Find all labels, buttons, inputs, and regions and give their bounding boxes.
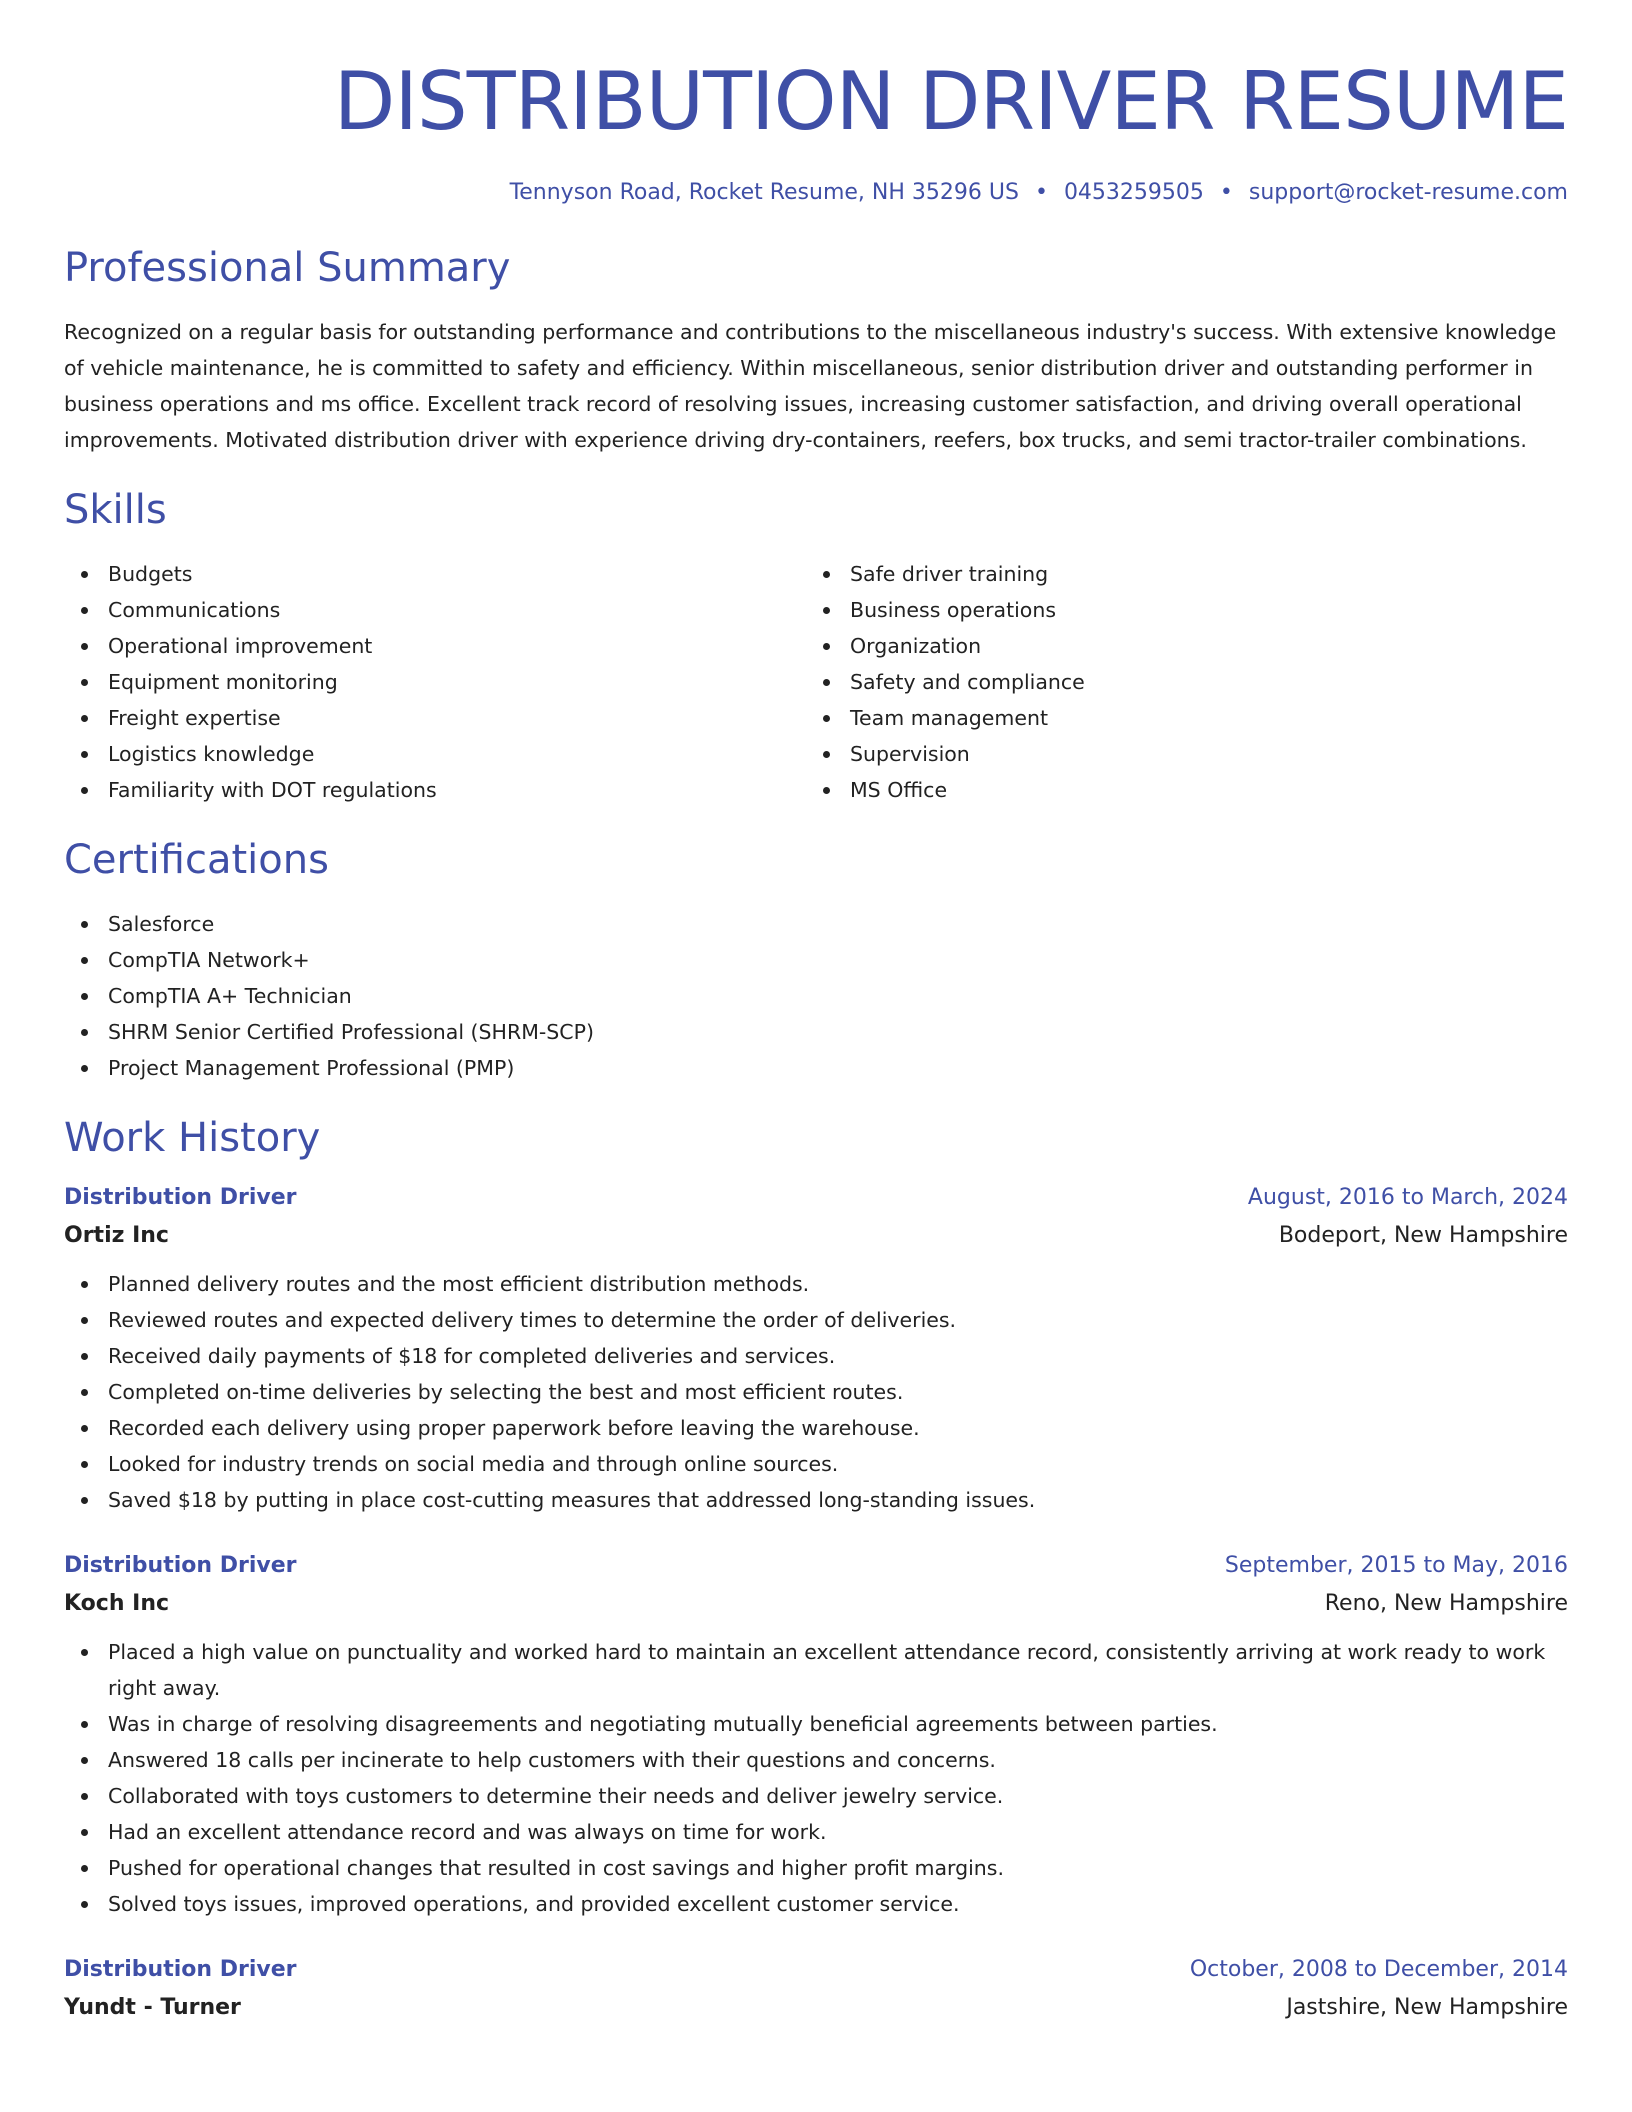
job-duty: Looked for industry trends on social media and through online sources. xyxy=(108,1446,1568,1482)
job-location: Jastshire, New Hampshire xyxy=(1286,1995,1568,2020)
skill-item: Safe driver training xyxy=(850,556,1548,592)
job-location: Reno, New Hampshire xyxy=(1324,1591,1568,1616)
job-header-row xyxy=(64,1952,1568,1988)
skill-item: MS Office xyxy=(850,772,1548,808)
contact-separator: • xyxy=(1219,180,1233,205)
skills-section xyxy=(64,486,1568,808)
certification-item: CompTIA Network+ xyxy=(108,942,1568,978)
skills-list-right xyxy=(806,556,1548,808)
skill-item: Familiarity with DOT regulations xyxy=(108,772,806,808)
work-history-heading: Work History xyxy=(64,1115,321,1161)
contact-phone: 0453259505 xyxy=(1063,180,1204,205)
skill-item: Safety and compliance xyxy=(850,664,1548,700)
skill-item: Supervision xyxy=(850,736,1548,772)
summary-text: Recognized on a regular basis for outstanding performance and contributions to the miscellaneous industry's success. With extensive knowledge of vehicle maintenance, he is committed to safety and efficiency. Within miscellaneous, senior distribution driver and outstanding performer in business operations and ms office. Excellent track record of resolving issues, increasing customer satisfaction, and driving overall operational improvements. Motivated distribution driver with experience driving dry-containers, reefers, box trucks, and semi tractor-trailer combinations. xyxy=(64,320,1557,452)
resume-title: DISTRIBUTION DRIVER RESUME xyxy=(333,55,1568,148)
job-duty: Recorded each delivery using proper paperwork before leaving the warehouse. xyxy=(108,1410,1568,1446)
job-duty: Had an excellent attendance record and was always on time for work. xyxy=(108,1814,1568,1850)
skill-item: Equipment monitoring xyxy=(108,664,806,700)
certifications-heading: Certifications xyxy=(64,837,329,883)
job-entry xyxy=(64,1952,1568,2028)
job-entry xyxy=(64,1548,1568,1922)
job-duties-list xyxy=(64,1266,1568,1518)
contact-address: Tennyson Road, Rocket Resume, NH 35296 US xyxy=(509,180,1019,205)
job-duties-list xyxy=(64,1634,1568,1922)
job-duty: Placed a high value on punctuality and worked hard to maintain an excellent attendance record, consistently arriving at work ready to work right away. xyxy=(108,1634,1568,1706)
skills-heading: Skills xyxy=(64,487,167,533)
job-duty: Received daily payments of $18 for completed deliveries and services. xyxy=(108,1338,1568,1374)
job-duty: Collaborated with toys customers to determine their needs and deliver jewelry service. xyxy=(108,1778,1568,1814)
certification-item: SHRM Senior Certified Professional (SHRM-SCP) xyxy=(108,1014,1568,1050)
job-duty: Was in charge of resolving disagreements and negotiating mutually beneficial agreements between parties. xyxy=(108,1706,1568,1742)
contact-line xyxy=(64,178,1568,208)
skills-list-left xyxy=(64,556,806,808)
skill-item: Communications xyxy=(108,592,806,628)
job-title: Distribution Driver xyxy=(64,1553,297,1578)
job-header-row xyxy=(64,1180,1568,1216)
job-dates: September, 2015 to May, 2016 xyxy=(1224,1553,1568,1578)
skill-item: Operational improvement xyxy=(108,628,806,664)
work-history-section xyxy=(64,1114,1568,2028)
job-company-row xyxy=(64,1988,1568,2028)
job-entry xyxy=(64,1180,1568,1518)
certification-item: Project Management Professional (PMP) xyxy=(108,1050,1568,1086)
skills-grid xyxy=(64,556,1568,808)
skill-item: Business operations xyxy=(850,592,1548,628)
job-company: Yundt - Turner xyxy=(64,1995,241,2020)
job-company: Ortiz Inc xyxy=(64,1223,169,1248)
skill-item: Logistics knowledge xyxy=(108,736,806,772)
skill-item: Team management xyxy=(850,700,1548,736)
skill-item: Freight expertise xyxy=(108,700,806,736)
certification-item: Salesforce xyxy=(108,906,1568,942)
contact-separator: • xyxy=(1034,180,1048,205)
job-duty: Answered 18 calls per incinerate to help customers with their questions and concerns. xyxy=(108,1742,1568,1778)
job-duty: Completed on-time deliveries by selecting the best and most efficient routes. xyxy=(108,1374,1568,1410)
job-title: Distribution Driver xyxy=(64,1185,297,1210)
certifications-section xyxy=(64,836,1568,1086)
resume-page xyxy=(64,0,1568,2058)
job-duty: Solved toys issues, improved operations, and provided excellent customer service. xyxy=(108,1886,1568,1922)
job-dates: October, 2008 to December, 2014 xyxy=(1189,1957,1568,1982)
job-dates: August, 2016 to March, 2024 xyxy=(1247,1185,1568,1210)
skills-column-right xyxy=(806,556,1548,808)
job-title: Distribution Driver xyxy=(64,1957,297,1982)
job-location: Bodeport, New Hampshire xyxy=(1278,1223,1568,1248)
job-company: Koch Inc xyxy=(64,1591,170,1616)
skill-item: Organization xyxy=(850,628,1548,664)
contact-email: support@rocket-resume.com xyxy=(1248,180,1568,205)
summary-heading: Professional Summary xyxy=(64,245,511,291)
job-company-row xyxy=(64,1584,1568,1624)
job-duty: Reviewed routes and expected delivery times to determine the order of deliveries. xyxy=(108,1302,1568,1338)
job-duty: Pushed for operational changes that resulted in cost savings and higher profit margins. xyxy=(108,1850,1568,1886)
summary-section xyxy=(64,244,1568,458)
certification-item: CompTIA A+ Technician xyxy=(108,978,1568,1014)
certifications-list xyxy=(64,906,1568,1086)
job-duty: Planned delivery routes and the most efficient distribution methods. xyxy=(108,1266,1568,1302)
job-duty: Saved $18 by putting in place cost-cutting measures that addressed long-standing issues. xyxy=(108,1482,1568,1518)
skills-column-left xyxy=(64,556,806,808)
job-header-row xyxy=(64,1548,1568,1584)
skill-item: Budgets xyxy=(108,556,806,592)
job-company-row xyxy=(64,1216,1568,1256)
